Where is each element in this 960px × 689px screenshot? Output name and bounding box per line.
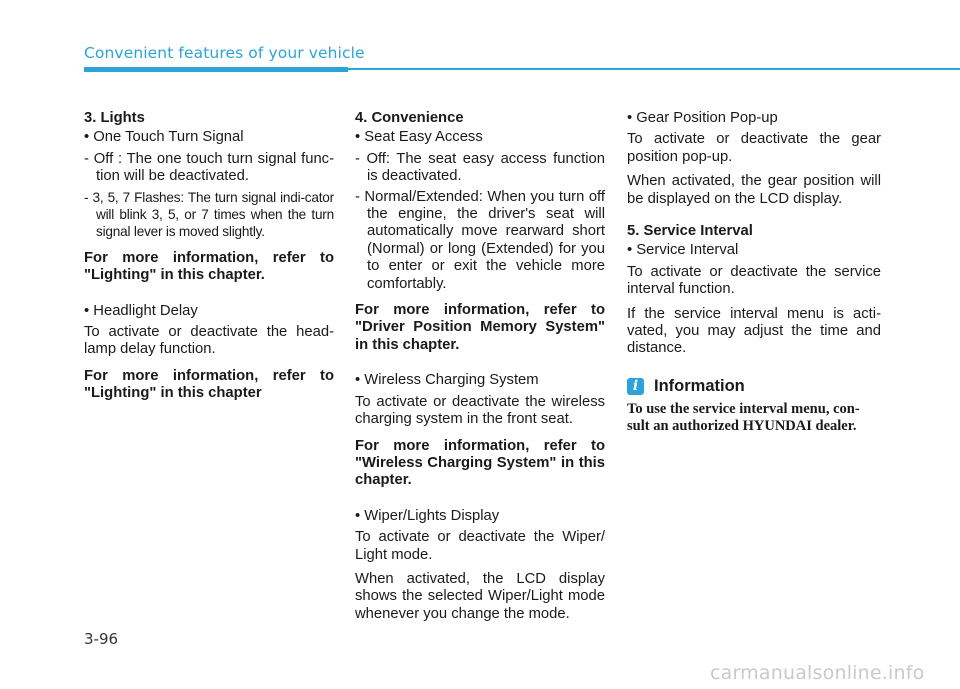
wireless-description: To activate or deactivate the wireless charging system in the front seat.	[355, 393, 605, 428]
section-header: Convenient features of your vehicle	[84, 44, 365, 62]
info-icon: i	[627, 378, 644, 395]
wiper-lights-item: • Wiper/Lights Display	[355, 507, 500, 524]
flashes-description: - 3, 5, 7 Flashes: The turn signal indi-cator will blink 3, 5, or 7 times when the turn signal lever is moved slightly.	[84, 189, 334, 240]
lights-heading: 3. Lights	[84, 110, 145, 126]
gear-popup-item: • Gear Position Pop-up	[627, 110, 778, 126]
gear-description-2: When activated, the gear position will be displayed on the LCD display.	[627, 173, 881, 207]
off-description: - Off : The one touch turn signal func-tion will be deactivated.	[84, 150, 334, 185]
page-number: 3-96	[84, 630, 119, 648]
column-2	[355, 110, 605, 630]
seat-easy-access-item: • Seat Easy Access	[355, 129, 483, 146]
wireless-charging-item: • Wireless Charging System	[355, 372, 539, 389]
service-interval-heading: 5. Service Interval	[627, 223, 753, 240]
wiper-description: To activate or deactivate the Wiper/ Light mode.	[355, 529, 605, 563]
information-header	[627, 378, 881, 395]
seat-normal-description: - Normal/Extended: When you turn off the engine, the driver's seat will automatically move rearward short (Normal) or long (Extended) for you to enter or exit the vehicle more comfortably.	[355, 188, 605, 292]
information-title: Information	[654, 376, 745, 395]
column-1	[84, 110, 334, 421]
convenience-heading: 4. Convenience	[355, 110, 464, 126]
one-touch-item: • One Touch Turn Signal	[84, 129, 244, 146]
wiper-description-2: When activated, the LCD display shows the selected Wiper/Light mode whenever you change the mode.	[355, 570, 605, 622]
driver-position-reference: For more information, refer to "Driver Position Memory System" in this chapter.	[355, 302, 605, 353]
header-accent-bar	[84, 67, 348, 72]
service-description: To activate or deactivate the service interval function.	[627, 263, 881, 298]
service-description-2: If the service interval menu is acti-vated, you may adjust the time and distance.	[627, 305, 881, 357]
wireless-reference: For more information, refer to "Wireless Charging System" in this chapter.	[355, 437, 605, 489]
header-rule	[348, 68, 960, 70]
seat-off-description: - Off: The seat easy access function is deactivated.	[355, 150, 605, 185]
watermark: carmanualsonline.info	[710, 662, 925, 684]
headlight-description: To activate or deactivate the head-lamp delay function.	[84, 324, 334, 358]
headlight-delay-item: • Headlight Delay	[84, 302, 198, 319]
lighting-reference-2: For more information, refer to "Lighting" in this chapter	[84, 367, 334, 402]
spacer	[627, 215, 881, 223]
information-text: To use the service interval menu, con-sult an authorized HYUNDAI dealer.	[627, 401, 860, 435]
service-interval-item: • Service Interval	[627, 242, 739, 259]
lighting-reference-1: For more information, refer to "Lighting" in this chapter.	[84, 249, 334, 284]
column-3	[627, 110, 881, 435]
gear-description: To activate or deactivate the gear position pop-up.	[627, 131, 881, 165]
